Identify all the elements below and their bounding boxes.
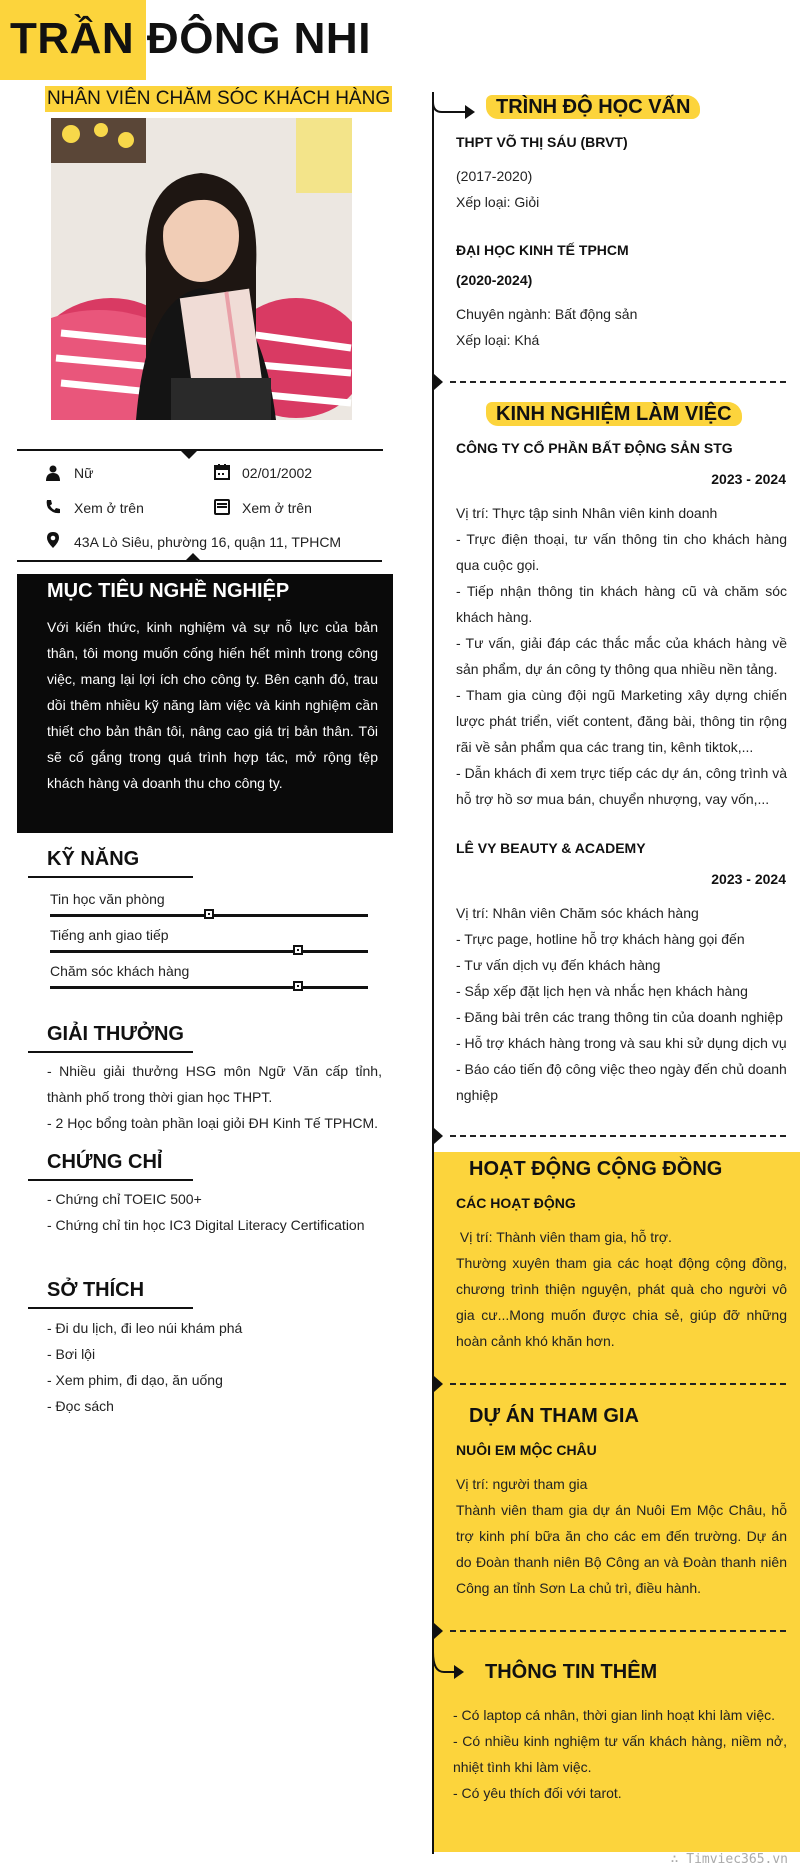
experience-title-text: KINH NGHIỆM LÀM VIỆC [486,402,742,426]
school-period: (2017-2020) [456,168,533,184]
job-duty: - Hỗ trợ khách hàng trong và sau khi sử dụng dịch vụ [456,1035,787,1051]
community-position: Vị trí: Thành viên tham gia, hỗ trợ. [456,1229,672,1245]
awards-title: GIẢI THƯỞNG [47,1023,184,1045]
project-name: NUÔI EM MỘC CHÂU [456,1442,597,1458]
awards-title-underline [28,1051,193,1053]
school-name: ĐẠI HỌC KINH TẾ TPHCM [456,242,629,258]
timeline-marker [434,1623,443,1639]
job-duty: - Dẫn khách đi xem trực tiếp các dự án, công trình và hỗ trợ hồ sơ mua bán, chuyển nhượng, vay vốn,... [456,765,787,807]
objective-title: MỤC TIÊU NGHỀ NGHIỆP [47,580,290,602]
curved-arrow-icon [432,1652,466,1682]
company-name: CÔNG TY CỔ PHẦN BẤT ĐỘNG SẢN STG [456,440,733,456]
section-divider [450,381,786,383]
job-duty: - Tư vấn, giải đáp các thắc mắc của khách hàng về sản phẩm, dự án công ty thông qua nhiều nền tảng. [456,635,787,677]
watermark-text: Timviec365.vn [686,1852,788,1867]
section-divider [450,1135,786,1137]
timeline-marker [434,1128,443,1144]
hobbies-title-underline [28,1307,193,1309]
education-title [486,96,700,119]
job-duty: - Tư vấn dịch vụ đến khách hàng [456,957,661,973]
hobby-item: - Xem phim, đi dạo, ăn uống [47,1372,223,1388]
skill-label: Chăm sóc khách hàng [50,963,190,979]
skill-bar [50,950,368,953]
project-text: Thành viên tham gia dự án Nuôi Em Mộc Châu, hỗ trợ kinh phí bữa ăn cho các em đến trường. Dự án do Đoàn thanh niên Bộ Công an và Đoàn thanh niên Công an tỉnh Sơn La chủ trì, điều hành. [456,1502,787,1596]
job-duty: - Trực page, hotline hỗ trợ khách hàng gọi đến [456,931,745,947]
address-value: 43A Lò Siêu, phường 16, quận 11, TPHCM [74,534,342,550]
education-title-text: TRÌNH ĐỘ HỌC VẤN [486,95,700,119]
info-top-rule [17,449,383,451]
info-bottom-rule [17,560,382,562]
hobby-item: - Đi du lịch, đi leo núi khám phá [47,1320,243,1336]
job-position: Vị trí: Thực tập sinh Nhân viên kinh doanh [456,505,718,521]
job-duty: - Sắp xếp đặt lịch hẹn và nhắc hẹn khách hàng [456,983,748,999]
calendar-icon [213,463,231,481]
certificates-title-underline [28,1179,193,1181]
timeline-marker [434,374,443,390]
hobbies-title: SỞ THÍCH [47,1279,145,1301]
phone-icon [44,498,62,516]
email-icon [213,498,231,516]
birthday-value: 02/01/2002 [242,465,313,481]
projects-title: DỰ ÁN THAM GIA [469,1405,639,1427]
career-objective-section [17,574,393,833]
skills-title: KỸ NĂNG [47,848,140,870]
watermark: ∴ Timviec365.vn [670,1852,788,1867]
job-duty: - Tiếp nhận thông tin khách hàng cũ và chăm sóc khách hàng. [456,583,787,625]
school-major: Chuyên ngành: Bất động sản [456,306,638,322]
info-top-notch [181,451,197,459]
certificate-item: - Chứng chỉ tin học IC3 Digital Literacy Certification [47,1217,365,1233]
objective-text: Với kiến thức, kinh nghiệm và sự nỗ lực của bản thân, tôi mong muốn cống hiến hết mình trong công việc, mang lại lợi ích cho công ty. Bên cạnh đó, trau dồi thêm nhiều kỹ năng làm việc và kinh nghiệm cần thiết cho bản thân tôi, nâng cao giá trị bản thân. Tôi sẽ cố gắng trong quá trình hợp tác, mở rộng tệp khách hàng và doanh thu cho công ty. [47,619,378,791]
experience-title [486,403,742,426]
job-duty: - Tham gia cùng đội ngũ Marketing xây dựng chiến lược phát triển, viết content, đăng bài, thông tin rộng rãi về sản phẩm qua các trang tin, kênh tiktok,... [456,687,787,755]
person-icon [44,464,62,482]
additional-info-title: THÔNG TIN THÊM [485,1661,658,1683]
additional-item: - Có nhiều kinh nghiệm tư vấn khách hàng, niềm nở, nhiệt tình khi làm việc. [453,1733,787,1775]
job-period: 2023 - 2024 [711,471,786,487]
certificates-title: CHỨNG CHỈ [47,1151,163,1173]
company-name: LÊ VY BEAUTY & ACADEMY [456,840,646,856]
candidate-name: TRẦN ĐÔNG NHI [10,14,371,63]
award-item: - Nhiều giải thưởng HSG môn Ngữ Văn cấp tỉnh, thành phố trong thời gian học THPT. [47,1063,382,1105]
section-divider [450,1630,786,1632]
arrow-right-icon [432,100,477,124]
school-period: (2020-2024) [456,272,533,288]
community-title: HOẠT ĐỘNG CỘNG ĐỒNG [469,1158,723,1180]
job-title: NHÂN VIÊN CHĂM SÓC KHÁCH HÀNG [45,86,392,112]
job-period: 2023 - 2024 [711,871,786,887]
additional-item: - Có yêu thích đối với tarot. [453,1785,622,1801]
community-subtitle: CÁC HOẠT ĐỘNG [456,1195,576,1211]
location-icon [44,531,62,549]
award-item: - 2 Học bổng toàn phần loại giỏi ĐH Kinh Tế TPHCM. [47,1115,378,1131]
job-duty: - Báo cáo tiến độ công việc theo ngày đến chủ doanh nghiệp [456,1061,787,1103]
school-grade: Xếp loại: Giỏi [456,194,540,210]
skill-level-handle [293,981,303,991]
school-grade: Xếp loại: Khá [456,332,540,348]
email-value[interactable]: Xem ở trên [242,500,312,516]
skill-label: Tin học văn phòng [50,891,165,907]
skill-level-handle [204,909,214,919]
school-name: THPT VÕ THỊ SÁU (BRVT) [456,134,628,150]
skills-title-underline [28,876,193,878]
timeline-line [432,92,434,1854]
project-position: Vị trí: người tham gia [456,1476,588,1492]
community-text: Thường xuyên tham gia các hoạt động cộng đồng, chương trình thiện nguyện, phát quà cho người vô gia cư...Mong muốn được chia sẻ, giúp đỡ những hoàn cảnh khó khăn hơn. [456,1255,787,1349]
job-duty: - Đăng bài trên các trang thông tin của doanh nghiệp [456,1009,783,1025]
phone-value[interactable]: Xem ở trên [74,500,144,516]
job-position: Vị trí: Nhân viên Chăm sóc khách hàng [456,905,699,921]
hobby-item: - Đọc sách [47,1398,114,1414]
profile-photo [51,118,352,420]
job-duty: - Trực điện thoại, tư vấn thông tin cho khách hàng qua cuộc gọi. [456,531,787,573]
additional-item: - Có laptop cá nhân, thời gian linh hoạt khi làm việc. [453,1707,776,1723]
hobby-item: - Bơi lội [47,1346,96,1362]
skill-bar [50,986,368,989]
skill-label: Tiếng anh giao tiếp [50,927,169,943]
timeline-marker [434,1376,443,1392]
skill-level-handle [293,945,303,955]
section-divider [450,1383,786,1385]
certificate-item: - Chứng chỉ TOEIC 500+ [47,1191,202,1207]
gender-value: Nữ [74,465,94,481]
